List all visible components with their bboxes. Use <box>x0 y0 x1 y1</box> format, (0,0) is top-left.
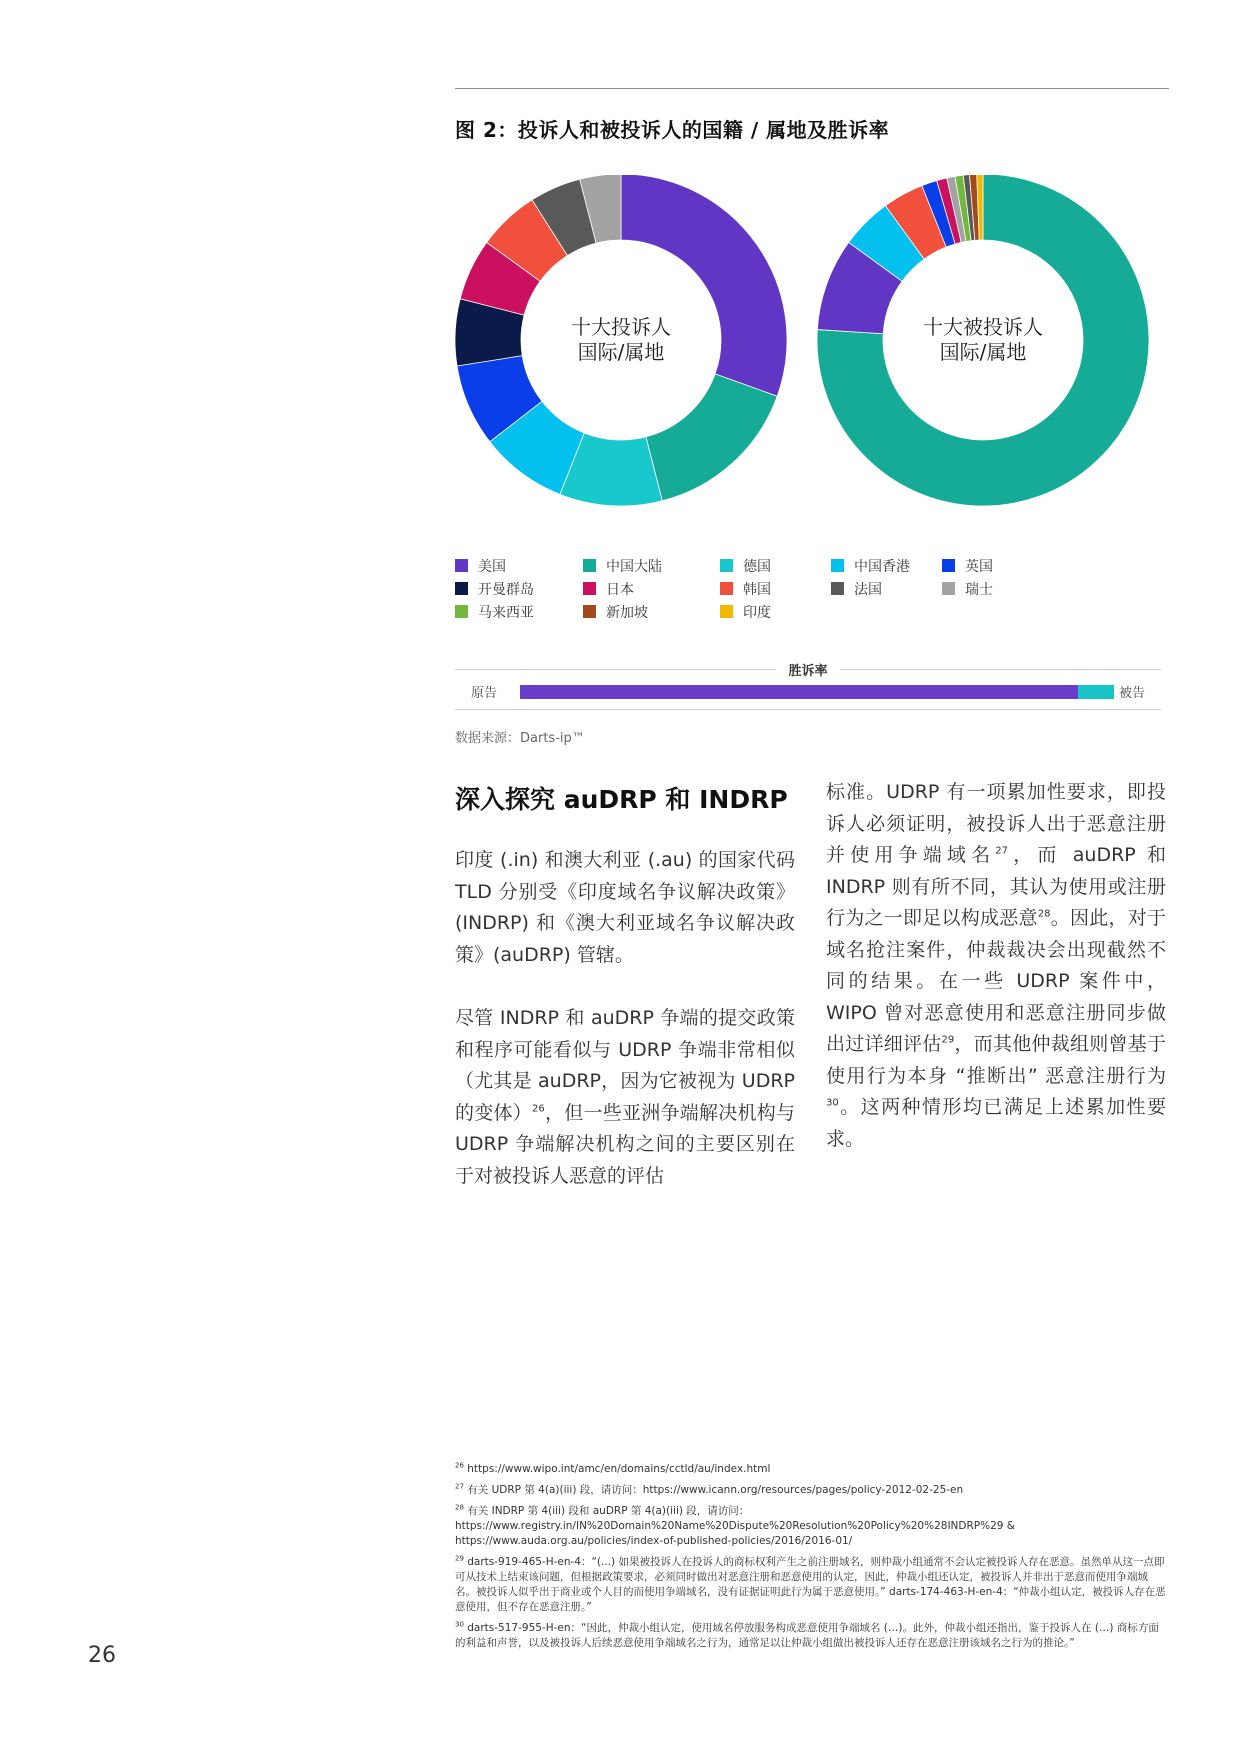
legend-label: 韩国 <box>743 582 771 598</box>
footnote-text: darts-919-465-H-en-4：“(...) 如果被投诉人在投诉人的商标权利产生之前注册域名，则仲裁小组通常不会认定被投诉人存在恶意。虽然单从这一点即可从技术上结束该问题，但根据政策要求，必须同时做出对恶意注册和恶意使用的认定，因此，仲裁小组还认定，被投诉人并非出于恶意而使用争端域名。被投诉人似乎出于商业或个人目的而使用争端域名，没有证据证明此行为属于恶意使用。” darts-174-463-H-en-4：“仲裁小组认定，被投诉人存在恶意使用，但不存在恶意注册。” <box>455 1556 1166 1613</box>
center-label-0: 十大被投诉人 <box>923 315 1043 339</box>
legend-swatch <box>455 605 468 618</box>
footnote-text: darts-517-955-H-en：“因此，仲裁小组认定，使用域名停放服务构成恶意使用争端域名 (…)。此外，仲裁小组还指出，鉴于投诉人在 (…) 商标方面的利益和声誉，以及被投诉人后续恶意使用争端域名之行为，通常足以让仲裁小组做出被投诉人还存在恶意注册该域名之行为的推论。” <box>455 1622 1159 1649</box>
legend-item <box>942 556 993 576</box>
page-number: 26 <box>88 1643 116 1668</box>
footnote-text: https://www.wipo.int/amc/en/domains/cctld/au/index.html <box>463 1463 771 1475</box>
data-source: 数据来源：Darts-ip™ <box>455 731 585 746</box>
footnote-number: 26 <box>455 1461 464 1470</box>
slice-1 <box>646 374 777 501</box>
footnote-number: 29 <box>455 1554 464 1563</box>
footnote-ref-28[interactable]: 28 <box>1037 908 1051 920</box>
legend-label: 中国大陆 <box>606 559 662 575</box>
footnote-28 <box>455 1504 1167 1549</box>
legend-swatch <box>583 559 596 572</box>
paragraph-3: 标准。UDRP 有一项累加性要求，即投诉人必须证明，被投诉人出于恶意注册并使用争端域名$^{27}$，而 auDRP 和 INDRP 则有所不同，其认为使用或注册行为之一即足以构成恶意$^{28}$。因此，对于域名抢注案件，仲裁裁决会出现截然不同的结果。在一些 UDRP 案件中，WIPO 曾对恶意使用和恶意注册同步做出过详细评估$^{29}$，而其他仲裁组则曾基于使用行为本身 “推断出” 恶意注册行为$^{30}$。这两种情形均已满足上述累加性要求。 <box>826 781 1166 1150</box>
legend-swatch <box>455 582 468 595</box>
footnote-29 <box>455 1555 1167 1615</box>
center-label-1: 国际/属地 <box>939 340 1027 364</box>
legend-swatch <box>583 582 596 595</box>
paragraph-2: 尽管 INDRP 和 auDRP 争端的提交政策和程序可能看似与 UDRP 争端非常相似（尤其是 auDRP，因为它被视为 UDRP 的变体）$^{26}$，但一些亚洲争端解决机构与 UDRP 争端解决机构之间的主要区别在于对被投诉人恶意的评估 <box>455 1007 795 1187</box>
footnote-ref-30[interactable]: 30 <box>826 1097 839 1109</box>
legend-swatch <box>583 605 596 618</box>
footnote-ref-29[interactable]: 29 <box>941 1034 955 1046</box>
win-rate-bar <box>455 660 1161 710</box>
legend-item <box>831 556 910 576</box>
legend-swatch <box>720 582 733 595</box>
footnote-text: 有关 UDRP 第 4(a)(iii) 段，请访问：https://www.icann.org/resources/pages/policy-2012-02-25-en <box>463 1484 964 1496</box>
legend-item <box>583 602 648 622</box>
legend-item <box>583 579 634 599</box>
legend-label: 马来西亚 <box>478 605 534 621</box>
win-rate-rule-bottom <box>455 709 1161 710</box>
legend-label: 新加坡 <box>606 605 648 621</box>
legend-item <box>831 579 882 599</box>
legend-item <box>720 579 771 599</box>
legend-label: 中国香港 <box>854 559 910 575</box>
defendant-bar <box>1078 685 1114 699</box>
footnote-number: 30 <box>455 1620 464 1629</box>
center-label-0: 十大投诉人 <box>571 315 671 339</box>
footnote-27 <box>455 1483 1167 1498</box>
legend-item <box>583 556 662 576</box>
legend-label: 德国 <box>743 559 771 575</box>
legend-swatch <box>831 559 844 572</box>
legend-swatch <box>720 559 733 572</box>
paragraph-1: 印度 (.in) 和澳大利亚 (.au) 的国家代码 TLD 分别受《印度域名争议解决政策》(INDRP) 和《澳大利亚域名争议解决政策》(auDRP) 管辖。 <box>455 849 795 966</box>
legend-item <box>720 556 771 576</box>
figure-title: 图 2：投诉人和被投诉人的国籍 / 属地及胜诉率 <box>455 118 890 142</box>
legend-swatch <box>942 559 955 572</box>
legend-label: 瑞士 <box>965 582 993 598</box>
respondents-donut <box>817 175 1149 506</box>
plaintiff-bar <box>520 685 1078 699</box>
legend-swatch <box>942 582 955 595</box>
footnote-30 <box>455 1621 1167 1651</box>
defendant-label: 被告 <box>1118 686 1145 701</box>
legend-item <box>455 556 506 576</box>
donut-charts <box>455 175 1175 535</box>
top-rule <box>455 88 1169 89</box>
legend-label: 英国 <box>965 559 993 575</box>
footnote-number: 28 <box>455 1503 464 1512</box>
legend-label: 美国 <box>478 559 506 575</box>
legend-label: 开曼群岛 <box>478 582 534 598</box>
legend-label: 法国 <box>854 582 882 598</box>
footnotes <box>455 1462 1167 1657</box>
legend-item <box>455 602 534 622</box>
legend-swatch <box>831 582 844 595</box>
footnote-text: 有关 INDRP 第 4(iii) 段和 auDRP 第 4(a)(iii) 段，请访问：https://www.registry.in/IN%20Domain%20Name%20Dispute%20Resolution%20Policy%20%28INDRP%29 & https://www.auda.org.au/policies/index-of-published-policies/2016/2016-01/ <box>455 1505 1015 1547</box>
section-heading: 深入探究 auDRP 和 INDRP <box>455 785 788 814</box>
center-label-1: 国际/属地 <box>577 340 665 364</box>
legend-item <box>455 579 534 599</box>
footnote-number: 27 <box>455 1482 464 1491</box>
footnote-ref-27[interactable]: 27 <box>995 845 1009 857</box>
legend-item <box>720 602 771 622</box>
footnote-ref-26[interactable]: 26 <box>532 1103 545 1115</box>
legend-swatch <box>455 559 468 572</box>
win-rate-title: 胜诉率 <box>776 664 839 679</box>
footnote-26 <box>455 1462 1167 1477</box>
complainants-donut <box>455 175 787 506</box>
legend-label: 印度 <box>743 605 771 621</box>
legend-label: 日本 <box>606 582 634 598</box>
plaintiff-label: 原告 <box>471 686 498 701</box>
legend-item <box>942 579 993 599</box>
legend-swatch <box>720 605 733 618</box>
